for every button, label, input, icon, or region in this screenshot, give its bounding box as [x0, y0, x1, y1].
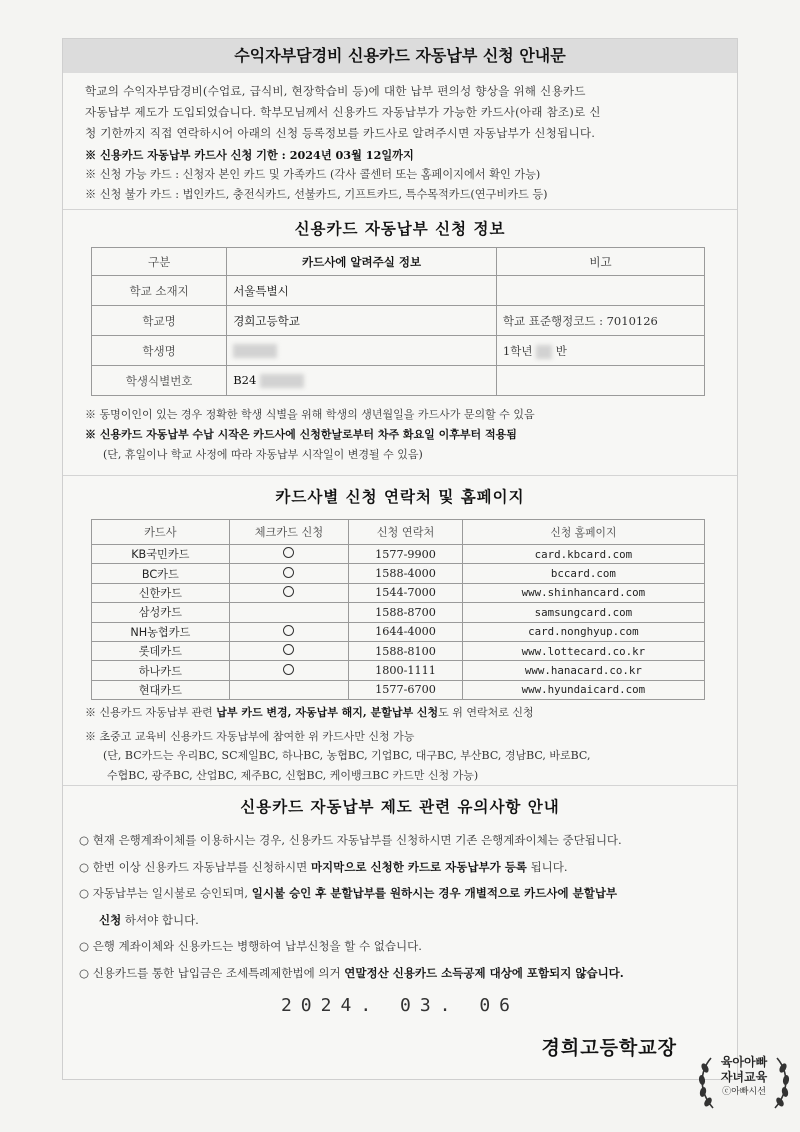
- check-card-cell: [229, 603, 349, 622]
- table-row: [92, 564, 705, 583]
- deadline-note: ※ 신용카드 자동납부 카드사 신청 기한 : 2024년 03월 12일까지: [85, 148, 414, 162]
- caution-text: 하셔야 합니다.: [121, 912, 199, 927]
- bc-card-note-line: 수협BC, 광주BC, 산업BC, 제주BC, 신협BC, 케이뱅크BC 카드만 신청 가능): [107, 768, 479, 782]
- card-company-phone: 1800-1111: [349, 661, 463, 680]
- section-divider: [63, 785, 737, 786]
- school-code-remark: 학교 표준행정코드 : 7010126: [496, 306, 704, 336]
- card-company-contacts-table: [91, 519, 705, 700]
- redacted-student-name: [233, 344, 277, 358]
- caution-item: [79, 880, 729, 907]
- table-row: [92, 366, 705, 396]
- card-company-phone: 1588-4000: [349, 564, 463, 583]
- caution-item: [79, 854, 729, 881]
- row-label: 학교 소재지: [92, 276, 227, 306]
- start-date-exception-note: (단, 휴일이나 학교 사정에 따라 자동납부 시작일이 변경될 수 있음): [103, 448, 423, 461]
- table-row: [92, 336, 705, 366]
- table-row: [92, 622, 705, 641]
- watermark-line2: 자녀교육: [720, 1070, 768, 1084]
- caution-item: [79, 960, 729, 987]
- table-row: [92, 306, 705, 336]
- caution-bold-text: 신청: [99, 912, 122, 927]
- intro-line: 청 기한까지 직접 연락하시어 아래의 신청 등록정보를 카드사로 알려주시면 자동납부가 신청됩니다.: [85, 126, 596, 140]
- table-row: [92, 661, 705, 680]
- class-text: 반: [555, 343, 567, 358]
- circle-mark-icon: [283, 625, 294, 636]
- section-title-contacts: 카드사별 신청 연락처 및 홈페이지: [275, 488, 525, 506]
- table-row: [92, 276, 705, 306]
- circle-mark-icon: [283, 644, 294, 655]
- row-label: 학생식별번호: [92, 366, 227, 396]
- caution-item-continuation: [79, 907, 729, 934]
- row-label: 학생명: [92, 336, 227, 366]
- card-company-homepage: card.kbcard.com: [462, 545, 704, 564]
- student-id-value: [227, 366, 497, 396]
- same-name-note: ※ 동명이인이 있는 경우 정확한 학생 식별을 위해 학생의 생년월일을 카드사가 문의할 수 있음: [85, 408, 535, 421]
- watermark-line1: 육아아빠: [720, 1055, 768, 1069]
- table-header-row: [92, 520, 705, 545]
- circle-mark-icon: [283, 547, 294, 558]
- table-header-row: [92, 248, 705, 276]
- cautions-list: [79, 827, 729, 986]
- table-row: [92, 680, 705, 699]
- card-company-homepage: bccard.com: [462, 564, 704, 583]
- card-company-name: 삼성카드: [92, 603, 230, 622]
- caution-text: ○ 한번 이상 신용카드 자동납부를 신청하시면: [79, 859, 311, 874]
- participating-card-note: ※ 초중고 교육비 신용카드 자동납부에 참여한 위 카드사만 신청 가능: [85, 729, 415, 743]
- document-title: 수익자부담경비 신용카드 자동납부 신청 안내문: [63, 39, 737, 73]
- circle-mark-icon: [283, 567, 294, 578]
- note-bold-text: 납부 카드 변경, 자동납부 해지, 분할납부 신청: [216, 706, 439, 719]
- card-company-homepage: samsungcard.com: [462, 603, 704, 622]
- caution-text: ○ 자동납부는 일시불로 승인되며,: [79, 886, 252, 900]
- school-name-value: 경희고등학교: [227, 306, 497, 336]
- check-card-cell: [229, 641, 349, 660]
- school-location-value: 서울특별시: [227, 276, 497, 306]
- check-card-cell: [229, 680, 349, 699]
- issue-date: 2024. 03. 06: [280, 995, 520, 1016]
- card-company-name: 신한카드: [92, 583, 230, 602]
- card-company-homepage: www.hyundaicard.com: [462, 680, 704, 699]
- card-company-phone: 1544-7000: [349, 583, 463, 602]
- circle-mark-icon: [283, 664, 294, 675]
- section-divider: [63, 209, 737, 210]
- note-text: 도 위 연락처로 신청: [438, 706, 534, 719]
- header-check-card: 체크카드 신청: [229, 520, 349, 545]
- card-company-homepage: www.lottecard.co.kr: [462, 641, 704, 660]
- card-company-phone: 1644-4000: [349, 622, 463, 641]
- redacted-student-id: [260, 374, 304, 388]
- grade-text: 1학년: [502, 343, 533, 358]
- start-date-note: ※ 신용카드 자동납부 수납 시작은 카드사에 신청한날로부터 차주 화요일 이후부터 적용됨: [85, 428, 517, 441]
- caution-bold-text: 일시불 승인 후 분할납부를 원하시는 경우 개별적으로 카드사에 분할납부: [251, 886, 618, 900]
- section-title-cautions: 신용카드 자동납부 제도 관련 유의사항 안내: [240, 798, 560, 816]
- intro-paragraph: [85, 81, 725, 144]
- card-company-phone: 1577-9900: [349, 545, 463, 564]
- registration-info-table: [91, 247, 705, 396]
- check-card-cell: [229, 564, 349, 583]
- card-company-name: KB국민카드: [92, 545, 230, 564]
- table-row: [92, 641, 705, 660]
- intro-line: 학교의 수익자부담경비(수업료, 급식비, 현장학습비 등)에 대한 납부 편의성 향상을 위해 신용카드: [85, 84, 586, 98]
- caution-text: 됩니다.: [526, 859, 568, 874]
- header-phone: 신청 연락처: [349, 520, 463, 545]
- header-info: 카드사에 알려주실 정보: [227, 248, 497, 276]
- ineligible-card-note: ※ 신청 불가 카드 : 법인카드, 충전식카드, 선불카드, 기프트카드, 특수목적카드(연구비카드 등): [85, 188, 548, 201]
- caution-item: ○ 은행 계좌이체와 신용카드는 병행하여 납부신청을 할 수 없습니다.: [79, 939, 422, 953]
- table-row: [92, 545, 705, 564]
- watermark-badge: [697, 1052, 791, 1114]
- card-company-homepage: card.nonghyup.com: [462, 622, 704, 641]
- laurel-icon: [697, 1052, 791, 1114]
- card-company-homepage: www.hanacard.co.kr: [462, 661, 704, 680]
- check-card-cell: [229, 661, 349, 680]
- card-company-homepage: www.shinhancard.com: [462, 583, 704, 602]
- intro-line: 자동납부 제도가 도입되었습니다. 학부모님께서 신용카드 자동납부가 가능한 카드사(아래 참조)로 신: [85, 105, 601, 119]
- bottom-notes: [85, 703, 725, 785]
- card-company-phone: 1588-8100: [349, 641, 463, 660]
- row-remark: [496, 276, 704, 306]
- card-company-name: 하나카드: [92, 661, 230, 680]
- card-company-rows: [92, 545, 705, 700]
- header-category: 구분: [92, 248, 227, 276]
- caution-item: ○ 현재 은행계좌이체를 이용하시는 경우, 신용카드 자동납부를 신청하시면 기존 은행계좌이체는 중단됩니다.: [79, 833, 622, 847]
- caution-text: ○ 신용카드를 통한 납입금은 조세특례제한법에 의거: [79, 965, 345, 980]
- check-card-cell: [229, 545, 349, 564]
- card-company-name: NH농협카드: [92, 622, 230, 641]
- redacted-class-number: [536, 345, 552, 359]
- grade-class-remark: [496, 336, 704, 366]
- card-company-name: BC카드: [92, 564, 230, 583]
- card-company-phone: 1588-8700: [349, 603, 463, 622]
- top-notes: [85, 145, 725, 205]
- card-company-phone: 1577-6700: [349, 680, 463, 699]
- check-card-cell: [229, 622, 349, 641]
- middle-notes: [85, 405, 725, 465]
- caution-bold-text: 연말정산 신용카드 소득공제 대상에 포함되지 않습니다.: [344, 965, 624, 980]
- bc-card-note-line: (단, BC카드는 우리BC, SC제일BC, 하나BC, 농협BC, 기업BC, 대구BC, 부산BC, 경남BC, 바로BC,: [103, 749, 591, 762]
- caution-bold-text: 마지막으로 신청한 카드로 자동납부가 등록: [310, 859, 527, 874]
- table-row: [92, 603, 705, 622]
- section-divider: [63, 475, 737, 476]
- header-remarks: 비고: [496, 248, 704, 276]
- card-company-name: 현대카드: [92, 680, 230, 699]
- note-text: ※ 신용카드 자동납부 관련: [85, 706, 217, 719]
- eligible-card-note: ※ 신청 가능 카드 : 신청자 본인 카드 및 가족카드 (각사 콜센터 또는 홈페이지에서 확인 가능): [85, 168, 541, 181]
- card-company-name: 롯데카드: [92, 641, 230, 660]
- circle-mark-icon: [283, 586, 294, 597]
- notice-sheet: [62, 38, 738, 1080]
- header-homepage: 신청 홈페이지: [462, 520, 704, 545]
- check-card-cell: [229, 583, 349, 602]
- row-remark: [496, 366, 704, 396]
- student-id-prefix: B24: [233, 373, 257, 387]
- watermark-line3: ⓒ아빠시선: [722, 1087, 766, 1097]
- header-card-company: 카드사: [92, 520, 230, 545]
- table-row: [92, 583, 705, 602]
- signer-name: 경희고등학교장: [541, 1037, 677, 1059]
- row-label: 학교명: [92, 306, 227, 336]
- section-title-registration: 신용카드 자동납부 신청 정보: [294, 220, 506, 238]
- card-change-note: [85, 703, 725, 723]
- student-name-value: [227, 336, 497, 366]
